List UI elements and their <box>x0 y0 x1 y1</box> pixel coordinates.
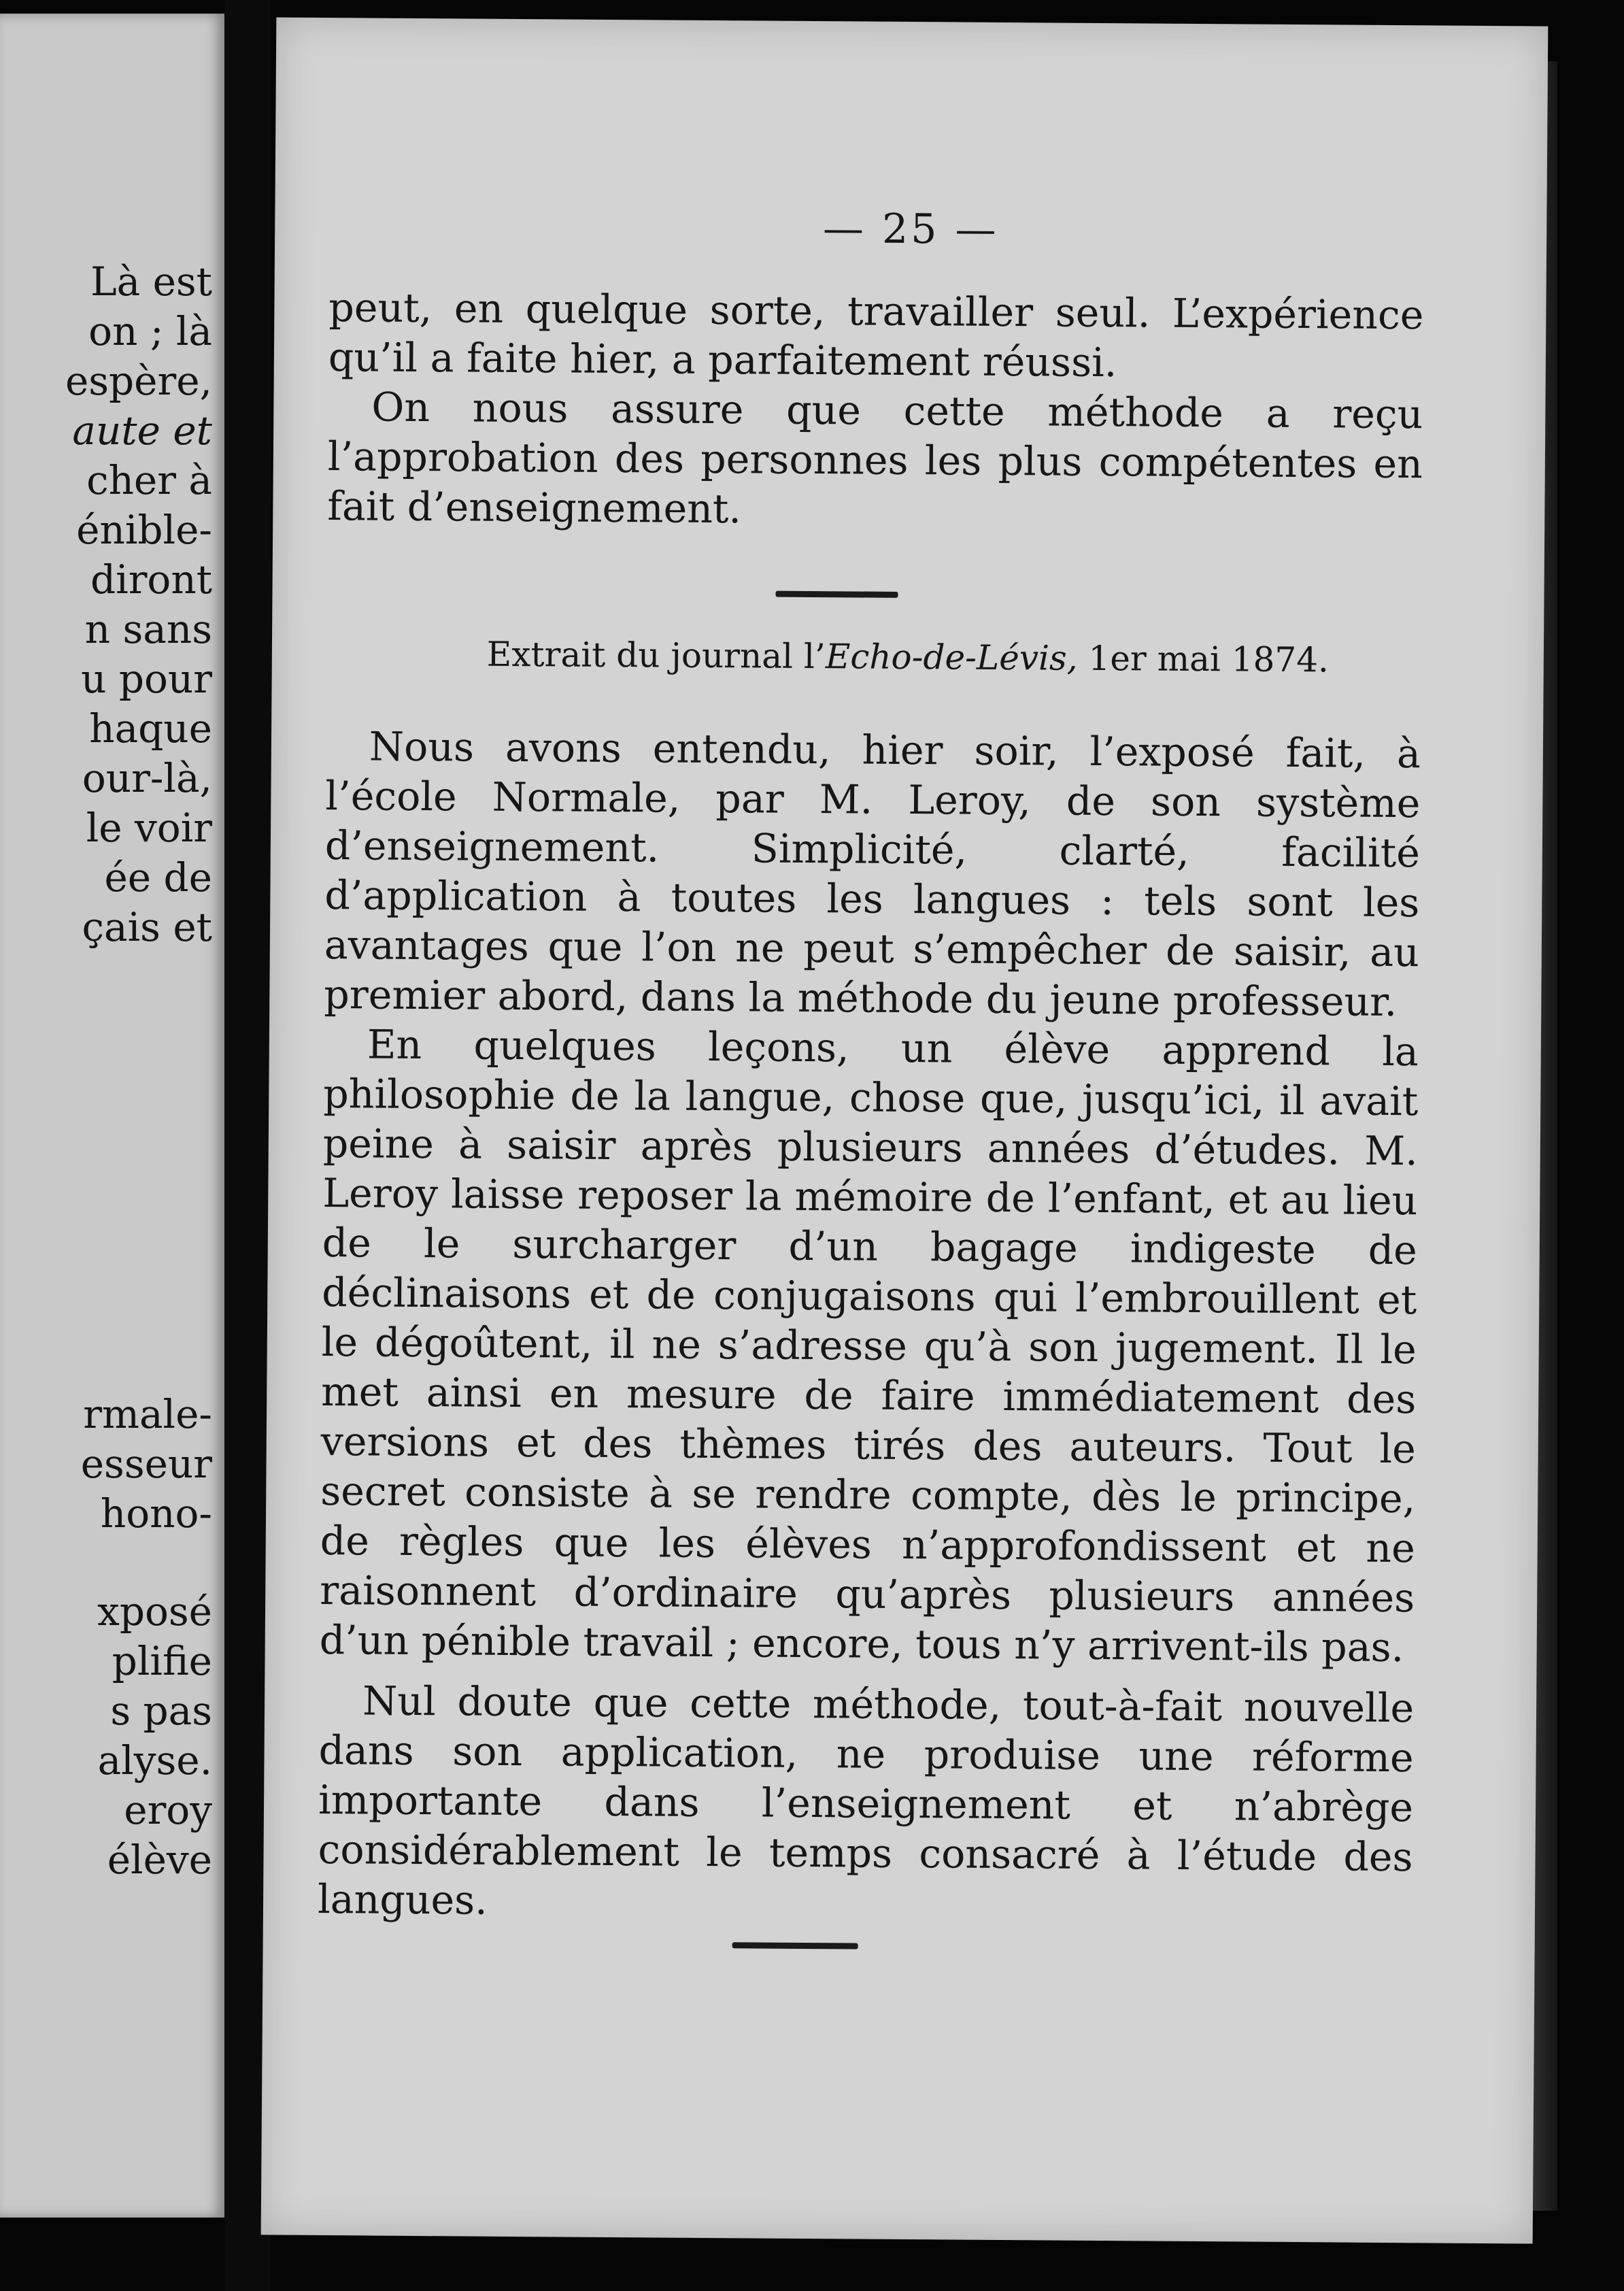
left-page-line: alyse. <box>97 1737 212 1784</box>
source-prefix: Extrait du journal l’ <box>486 634 826 677</box>
left-page-line: n sans <box>84 606 212 652</box>
left-page-line: s pas <box>110 1688 212 1734</box>
left-page-line: énible- <box>76 507 212 553</box>
source-date: 1er mai 1874. <box>1077 638 1330 680</box>
left-page-line: le voir <box>86 805 212 851</box>
page-number: — 25 — <box>822 205 999 254</box>
left-page-line: aute et <box>72 407 212 454</box>
left-page-line: hono- <box>100 1490 212 1537</box>
left-page-line: Là est <box>90 258 212 305</box>
left-page-line: on ; là <box>88 308 212 354</box>
article-text <box>318 722 1421 1932</box>
end-divider <box>732 1942 858 1949</box>
left-page-line: xposé <box>97 1588 212 1635</box>
paragraph: peut, en quelque sorte, travailler seul. L’expérience qu’il a faite hier, a parfaitement réussi. <box>328 284 1424 386</box>
left-page-line: eroy <box>124 1787 212 1833</box>
article-source-caption <box>272 633 1544 681</box>
left-page-line: diront <box>90 556 212 603</box>
paragraph: On nous assure que cette méthode a reçu l’approbation des personnes les plus compétentes en fait d’enseignement. <box>327 384 1423 533</box>
continued-text <box>327 283 1424 539</box>
left-page-line: u pour <box>81 656 212 702</box>
previous-page-fragment <box>0 14 224 2218</box>
left-page-line: çais et <box>82 904 212 950</box>
paragraph: En quelques leçons, un élève apprend la philosophie de la langue, chose que, jusqu’ici, il avait peine à saisir après plusieurs années d’études. M. Leroy laisse reposer la mémoire de l’enfant, et au lieu de le surcharger d’un bagage indigeste de déclinaisons et de conjugaisons qui l’embrouillent et le dégoûtent, il ne s’adresse qu’à son jugement. Il le met ainsi en mesure de faire immédiatement des versions et des thèmes tirés des auteurs. Tout le secret consiste à se rendre compte, dès le principe, de règles que les élèves n’approfondissent et ne raisonnent d’ordinaire qu’après plusieurs années d’un pénible travail ; encore, tous n’y arrivent-ils pas. <box>319 1021 1419 1671</box>
left-page-line: plifie <box>112 1638 212 1684</box>
left-page-line: rmale- <box>83 1391 212 1437</box>
journal-name: Echo-de-Lévis, <box>825 637 1078 678</box>
left-page-line: haque <box>89 705 212 752</box>
book-page <box>261 18 1549 2244</box>
left-page-line: élève <box>107 1837 212 1883</box>
paragraph: Nous avons entendu, hier soir, l’exposé fait, à l’école Normale, par M. Leroy, de son système d’enseignement. Simplicité, clarté, facilité d’application à toutes les langues : tels sont les avantages que l’on ne peut s’empêcher de saisir, au premier abord, dans la méthode du jeune professeur. <box>324 723 1421 1026</box>
left-page-line: cher à <box>86 457 212 503</box>
left-page-line: our-là, <box>82 755 212 801</box>
left-page-line: esseur <box>80 1441 212 1487</box>
section-divider <box>775 591 898 598</box>
left-page-line: ée de <box>104 854 212 901</box>
left-page-line: espère, <box>65 358 212 404</box>
paragraph: Nul doute que cette méthode, tout-à-fait nouvelle dans son application, ne produise une réforme importante dans l’enseignement et n’abrège considérablement le temps consacré à l’étude des langues. <box>317 1677 1415 1924</box>
